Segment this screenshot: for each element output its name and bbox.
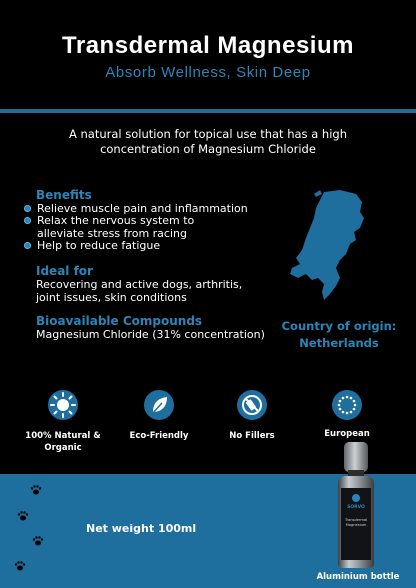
country-origin-label: Country of origin:: [281, 319, 397, 333]
netherlands-map-icon: [284, 188, 366, 304]
natural-organic-badge: [48, 390, 78, 420]
benefit-text: Help to reduce fatigue: [37, 239, 161, 252]
country-origin: [278, 318, 400, 352]
no-fillers-badge: [237, 390, 267, 420]
bullet-icon: [24, 217, 31, 224]
eu-stars-icon: [332, 390, 362, 420]
paw-icon: [14, 560, 26, 572]
paw-icon: [17, 510, 29, 522]
eco-friendly-label: Eco-Friendly: [129, 431, 189, 441]
header-divider: [0, 109, 416, 113]
compounds-heading: Bioavailable Compounds: [36, 314, 203, 328]
page-subtitle: Absorb Wellness, Skin Deep: [105, 64, 311, 81]
benefit-text: Relieve muscle pain and inflammation: [37, 202, 248, 215]
bottle-brand: SORVO: [347, 505, 365, 510]
european-label: European: [324, 429, 370, 439]
bottle-text: Transdermal Magnesium: [344, 518, 368, 527]
bullet-icon: [24, 205, 31, 212]
ideal-for-text: Recovering and active dogs, arthritis, joint issues, skin conditions: [36, 278, 243, 304]
net-weight: Net weight 100ml: [86, 522, 197, 535]
compounds-text: Magnesium Chloride (31% concentration): [36, 328, 265, 341]
eco-friendly-badge: [144, 390, 174, 420]
benefit-text: Relax the nervous system to alleviate stress from racing: [37, 214, 195, 240]
bottle-label: Aluminium bottle: [316, 572, 400, 582]
paw-icon: [32, 535, 44, 547]
sun-icon: [48, 390, 78, 420]
european-badge: [332, 390, 362, 420]
intro-text: A natural solution for topical use that has a high concentration of Magnesium Chloride: [69, 127, 347, 156]
bullet-icon: [24, 242, 31, 249]
ideal-for-heading: Ideal for: [36, 264, 93, 278]
no-fillers-label: No Fillers: [229, 431, 275, 441]
natural-organic-label: 100% Natural & Organic: [25, 431, 101, 453]
no-fillers-icon: [237, 390, 267, 420]
paw-icon: [30, 484, 42, 496]
benefits-heading: Benefits: [36, 188, 92, 202]
leaf-icon: [144, 390, 174, 420]
country-origin-value: Netherlands: [299, 336, 379, 350]
page-title: Transdermal Magnesium: [62, 32, 354, 59]
